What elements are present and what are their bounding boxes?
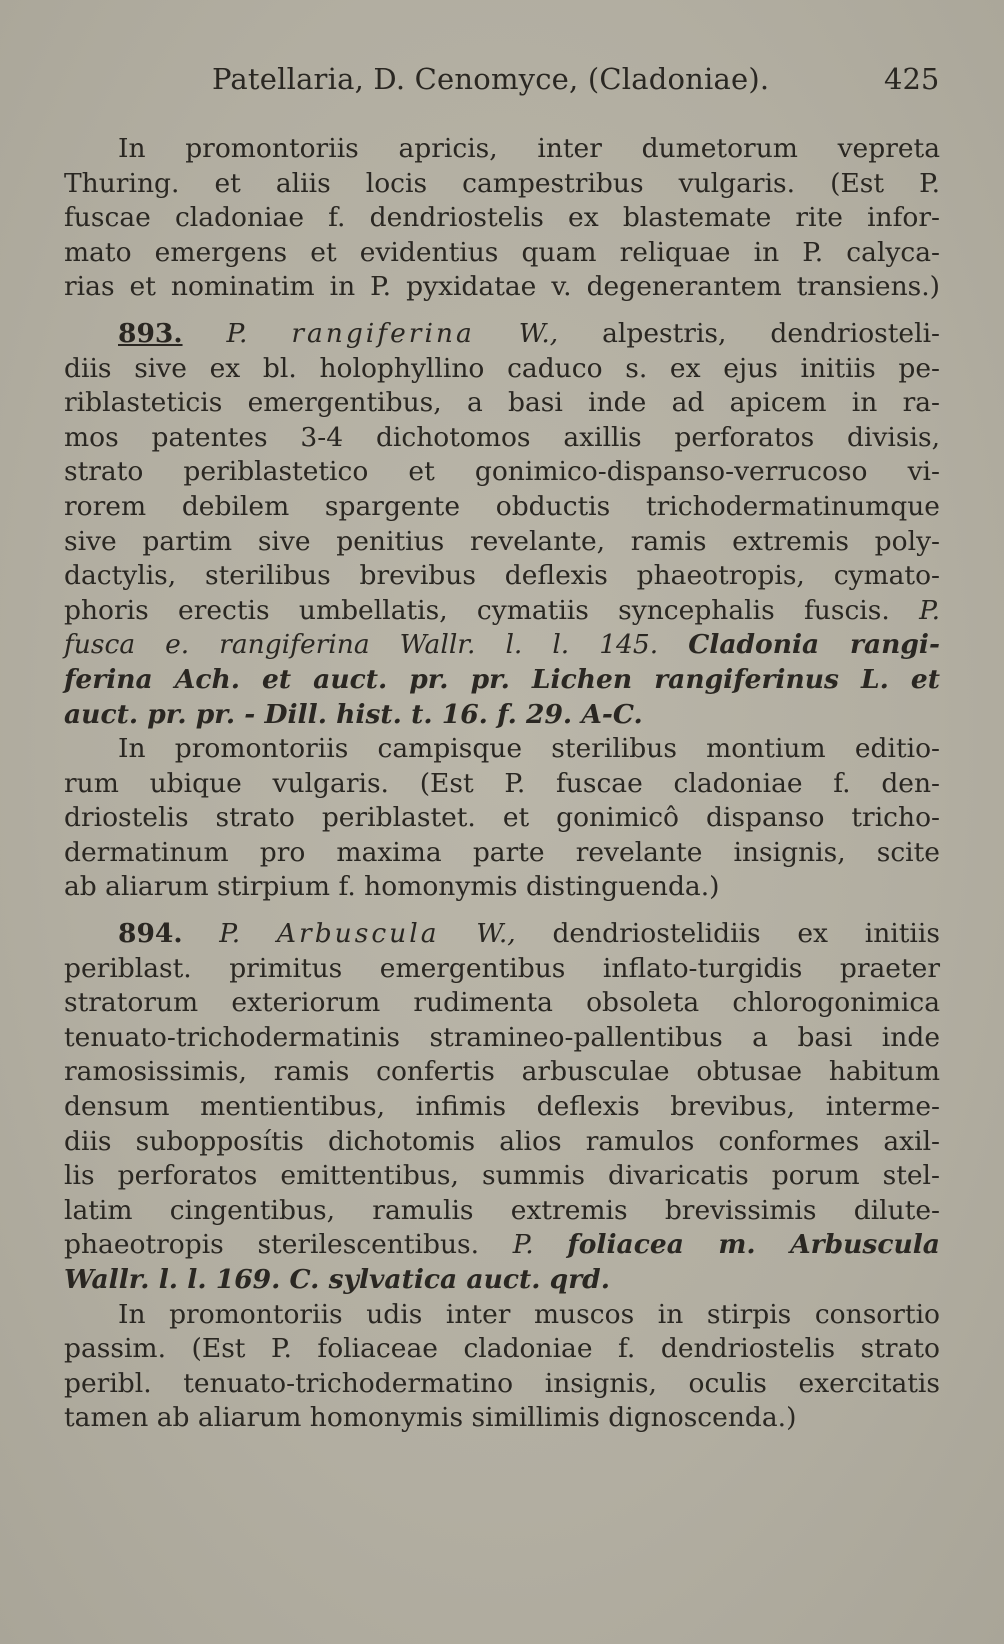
text-line: strato periblastetico et gonimico-dispanso-verrucoso vi-	[64, 456, 940, 488]
species-name: rangiferina	[291, 317, 475, 349]
entry-number: 894.	[118, 918, 183, 950]
genus-abbrev: P.	[226, 317, 248, 349]
text-line: In promontoriis apricis, inter dumetorum vepreta	[118, 133, 940, 164]
text-line: dactylis, sterilibus brevibus deflexis phaeotropis, cymato-	[64, 560, 940, 592]
genus-abbrev: P.	[219, 918, 241, 950]
synonym: foliacea m. Arbuscula	[567, 1229, 940, 1261]
synonym-genus: P.	[512, 1229, 534, 1261]
page-header	[0, 62, 1004, 102]
text-line: rorem debilem spargente obductis trichodermatinumque	[64, 490, 940, 522]
text-line: driostelis strato periblastet. et gonimicô dispanso tricho-	[64, 802, 940, 834]
synonymy-line: ferina Ach. et auct. pr. pr. Lichen rangiferinus L. et	[64, 663, 940, 695]
text-line: riblasteticis emergentibus, a basi inde ad apicem in ra-	[64, 387, 940, 419]
text-line	[64, 594, 940, 629]
entry-heading-line	[64, 917, 940, 952]
synonymy-line: Wallr. l. l. 169. C. sylvatica auct. qrd.	[64, 1264, 610, 1295]
text-line: stratorum exteriorum rudimenta obsoleta chlorogonimica	[64, 987, 940, 1019]
text-line: periblast. primitus emergentibus inflato-turgidis praeter	[64, 952, 940, 984]
synonym: Cladonia rangi-	[688, 629, 940, 661]
paragraph	[64, 132, 940, 305]
text-line: dermatinum pro maxima parte revelante insignis, scite	[64, 836, 940, 868]
text-line: ab aliarum stirpium f. homonymis distinguenda.)	[64, 871, 720, 903]
text-line: latim cingentibus, ramulis extremis brevissimis dilute-	[64, 1194, 940, 1226]
description-start: dendriostelidiis ex initiis	[552, 918, 940, 950]
body-text	[64, 132, 940, 1436]
text-line: passim. (Est P. foliaceae cladoniae f. dendriostelis strato	[64, 1333, 940, 1365]
text-line: lis perforatos emittentibus, summis divaricatis porum stel-	[64, 1160, 940, 1192]
species-entry-894	[64, 917, 940, 1298]
paragraph	[64, 732, 940, 905]
text-line: mos patentes 3-4 dichotomos axillis perforatos divisis,	[64, 421, 940, 453]
text-line: tamen ab aliarum homonymis simillimis dignoscenda.)	[64, 1402, 797, 1434]
text-line: Thuring. et aliis locis campestribus vulgaris. (Est P.	[64, 167, 940, 199]
synonymy-line	[64, 628, 940, 663]
entry-heading-line	[64, 317, 940, 352]
text-line: fuscae cladoniae f. dendriostelis ex blastemate rite infor-	[64, 202, 940, 234]
text-line: peribl. tenuato-trichodermatino insignis, oculis exercitatis	[64, 1367, 940, 1399]
text-line	[64, 1228, 940, 1263]
text-segment: phoris erectis umbellatis, cymatiis syncephalis fuscis.	[64, 594, 890, 626]
authority: W.,	[518, 317, 559, 349]
paragraph	[64, 1298, 940, 1436]
species-entry-893	[64, 317, 940, 732]
text-line: rum ubique vulgaris. (Est P. fuscae cladoniae f. den-	[64, 767, 940, 799]
text-segment: phaeotropis sterilescentibus.	[64, 1229, 480, 1261]
text-line: rias et nominatim in P. pyxidatae v. degenerantem transiens.)	[64, 271, 940, 303]
text-line: ramosissimis, ramis confertis arbusculae obtusae habitum	[64, 1056, 940, 1088]
entry-number: 893.	[118, 317, 183, 349]
text-line: mato emergens et evidentius quam reliquae in P. calyca-	[64, 236, 940, 268]
text-line: diis sive ex bl. holophyllino caduco s. ex ejus initiis pe-	[64, 352, 940, 384]
synonym-genus: P.	[919, 594, 940, 626]
description-start: alpestris, dendriosteli-	[602, 317, 940, 349]
text-line: diis subopposítis dichotomis alios ramulos conformes axil-	[64, 1125, 940, 1157]
text-line: tenuato-trichodermatinis stramineo-pallentibus a basi inde	[64, 1021, 940, 1053]
authority: W.,	[476, 918, 516, 950]
text-line: In promontoriis campisque sterilibus montium editio-	[118, 733, 940, 765]
text-line: In promontoriis udis inter muscos in stirpis consortio	[118, 1298, 940, 1330]
text-line: sive partim sive penitius revelante, ramis extremis poly-	[64, 525, 940, 557]
text-line: densum mentientibus, infimis deflexis brevibus, interme-	[64, 1091, 940, 1123]
running-head: Patellaria, D. Cenomyce, (Cladoniae).	[212, 62, 770, 96]
page-number: 425	[884, 62, 940, 96]
synonymy-line: auct. pr. pr. - Dill. hist. t. 16. f. 29. A-C.	[64, 698, 643, 730]
species-name: Arbuscula	[276, 918, 440, 950]
synonym: fusca e. rangiferina Wallr. l. l. 145.	[64, 629, 659, 661]
